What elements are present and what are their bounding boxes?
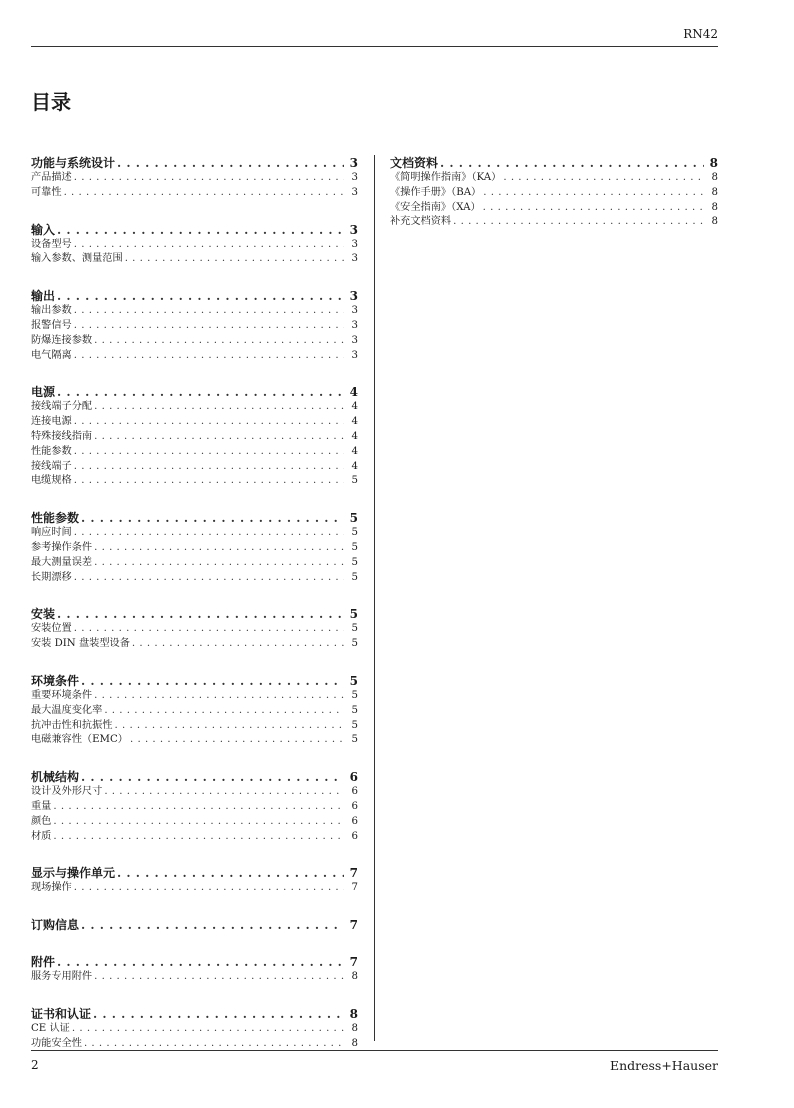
toc-entry-label: 防爆连接参数 <box>31 334 93 346</box>
toc-section <box>31 917 358 933</box>
dot-leader <box>91 1006 344 1022</box>
toc-page-number: 8 <box>351 1037 358 1049</box>
header-rule <box>31 46 718 47</box>
toc-page-number: 3 <box>351 305 358 317</box>
dot-leader <box>72 881 344 896</box>
dot-leader <box>501 171 704 186</box>
toc-entry[interactable] <box>31 571 358 586</box>
toc-page-number: 3 <box>351 238 358 250</box>
toc-section <box>31 1006 358 1052</box>
dot-leader <box>481 186 704 201</box>
toc-entry-label: CE 认证 <box>31 1022 70 1034</box>
toc-right-column <box>390 155 718 251</box>
toc-page-number: 3 <box>351 319 358 331</box>
toc-entry-label: 设备型号 <box>31 238 72 250</box>
toc-entry[interactable] <box>31 704 358 719</box>
toc-page-number: 5 <box>351 689 358 701</box>
toc-entry[interactable] <box>31 415 358 430</box>
toc-entry[interactable] <box>31 785 358 800</box>
toc-entry[interactable] <box>31 830 358 845</box>
toc-section-heading[interactable] <box>31 155 358 171</box>
toc-page-number: 3 <box>349 156 358 170</box>
toc-section-heading[interactable] <box>31 222 358 238</box>
toc-section-title: 环境条件 <box>31 673 80 688</box>
document-code: RN42 <box>683 27 718 41</box>
toc-entry-label: 产品描述 <box>31 172 72 183</box>
toc-entry[interactable] <box>31 541 358 556</box>
toc-page-number: 8 <box>711 186 718 198</box>
toc-entry-label: 补充文档资料 <box>390 216 452 228</box>
toc-entry[interactable] <box>31 815 358 830</box>
toc-page-number: 5 <box>351 719 358 731</box>
toc-section <box>31 769 358 844</box>
toc-page-number: 7 <box>351 882 358 894</box>
dot-leader <box>92 541 344 556</box>
dot-leader <box>55 384 344 400</box>
dot-leader <box>72 571 344 586</box>
toc-page-number: 8 <box>711 216 718 228</box>
toc-section-title: 订购信息 <box>31 918 80 933</box>
toc-section-title: 文档资料 <box>390 156 439 170</box>
toc-entry-label: 抗冲击性和抗振性 <box>31 719 113 731</box>
dot-leader <box>70 1022 344 1037</box>
toc-entry[interactable] <box>31 556 358 571</box>
dot-leader <box>451 215 704 230</box>
toc-page-number: 5 <box>351 638 358 650</box>
dot-leader <box>92 430 344 445</box>
toc-page-number: 3 <box>351 349 358 361</box>
toc-entry-label: 最大温度变化率 <box>31 704 103 716</box>
dot-leader <box>130 637 344 652</box>
toc-entry-label: 《安全指南》（XA） <box>390 201 481 213</box>
toc-entry-label: 电气隔离 <box>31 349 72 361</box>
dot-leader <box>102 704 344 719</box>
dot-leader <box>102 785 344 800</box>
dot-leader <box>481 201 704 216</box>
toc-section-heading[interactable] <box>390 155 718 171</box>
toc-entry-label: 电缆规格 <box>31 475 72 487</box>
dot-leader <box>72 171 344 186</box>
toc-entry[interactable] <box>31 445 358 460</box>
dot-leader <box>72 460 344 475</box>
toc-page-number: 3 <box>351 186 358 198</box>
toc-page-number: 7 <box>349 866 358 881</box>
toc-section-title: 机械结构 <box>31 770 80 785</box>
toc-entry[interactable] <box>31 334 358 349</box>
toc-section <box>31 673 358 748</box>
dot-leader <box>92 334 344 349</box>
toc-entry[interactable] <box>31 689 358 704</box>
toc-entry-label: 功能安全性 <box>31 1037 82 1049</box>
toc-entry-label: 材质 <box>31 830 52 842</box>
toc-page-number: 3 <box>351 253 358 265</box>
toc-section-title: 显示与操作单元 <box>31 866 116 881</box>
toc-entry[interactable] <box>390 171 718 186</box>
dot-leader <box>51 815 344 830</box>
toc-page-number: 5 <box>349 607 358 622</box>
toc-entry-label: 参考操作条件 <box>31 541 93 553</box>
dot-leader <box>92 689 344 704</box>
dot-leader <box>55 222 344 238</box>
dot-leader <box>51 830 344 845</box>
toc-page-number: 3 <box>351 172 358 183</box>
toc-section <box>31 288 358 363</box>
toc-section <box>31 865 358 896</box>
toc-page-number: 5 <box>351 571 358 583</box>
dot-leader <box>128 733 344 748</box>
toc-section-heading[interactable] <box>31 606 358 622</box>
toc-page-number: 5 <box>351 541 358 553</box>
column-divider <box>374 155 375 1041</box>
toc-section-title: 功能与系统设计 <box>31 156 116 170</box>
toc-entry[interactable] <box>31 171 358 186</box>
toc-entry[interactable] <box>31 526 358 541</box>
dot-leader <box>72 304 344 319</box>
toc-entry[interactable] <box>31 637 358 652</box>
toc-page-number: 6 <box>349 770 358 785</box>
page-number: 2 <box>31 1058 39 1072</box>
toc-page-number: 5 <box>351 734 358 746</box>
toc-section-title: 输出 <box>31 289 56 304</box>
toc-section <box>31 384 358 489</box>
toc-entry[interactable] <box>31 719 358 734</box>
toc-entry[interactable] <box>31 474 358 489</box>
dot-leader <box>113 719 345 734</box>
toc-section-heading[interactable] <box>31 954 358 970</box>
toc-entry[interactable] <box>31 400 358 415</box>
page-title: 目录 <box>31 90 71 114</box>
toc-page-number: 8 <box>351 971 358 983</box>
toc-entry[interactable] <box>31 800 358 815</box>
dot-leader <box>72 622 344 637</box>
toc-entry-label: 性能参数 <box>31 445 72 457</box>
toc-entry[interactable] <box>31 733 358 748</box>
toc-entry-label: 服务专用附件 <box>31 971 93 983</box>
toc-page-number: 7 <box>349 955 358 970</box>
dot-leader <box>115 155 344 171</box>
toc-entry[interactable] <box>31 881 358 896</box>
dot-leader <box>55 288 344 304</box>
toc-page-number: 5 <box>351 556 358 568</box>
toc-entry[interactable] <box>31 970 358 985</box>
toc-section <box>31 954 358 985</box>
toc-entry-label: 连接电源 <box>31 416 72 428</box>
toc-entry[interactable] <box>390 215 718 230</box>
dot-leader <box>55 606 344 622</box>
dot-leader <box>438 155 704 171</box>
toc-page-number: 6 <box>351 800 358 812</box>
toc-page-number: 4 <box>351 445 358 457</box>
dot-leader <box>72 415 344 430</box>
toc-page-number: 5 <box>351 475 358 487</box>
toc-page-number: 7 <box>349 918 358 933</box>
dot-leader <box>115 865 344 881</box>
toc-page-number: 5 <box>349 511 358 526</box>
toc-section <box>31 155 358 201</box>
toc-section-heading[interactable] <box>31 1006 358 1022</box>
toc-page-number: 8 <box>711 172 718 183</box>
toc-entry[interactable] <box>31 460 358 475</box>
toc-entry-label: 重要环境条件 <box>31 689 93 701</box>
toc-entry[interactable] <box>390 201 718 216</box>
footer-rule <box>31 1050 718 1051</box>
dot-leader <box>123 252 344 267</box>
toc-entry-label: 响应时间 <box>31 527 72 539</box>
toc-entry[interactable] <box>31 238 358 253</box>
toc-section-title: 附件 <box>31 955 56 970</box>
toc-page-number: 4 <box>349 385 358 400</box>
toc-entry-label: 现场操作 <box>31 882 72 894</box>
toc-section-title: 输入 <box>31 222 56 237</box>
toc-entry-label: 设计及外形尺寸 <box>31 786 103 798</box>
toc-page-number: 8 <box>711 201 718 213</box>
toc-section <box>390 155 718 230</box>
toc-section-heading[interactable] <box>31 384 358 400</box>
toc-section <box>31 606 358 652</box>
toc-left-column <box>31 155 358 1073</box>
dot-leader <box>55 954 344 970</box>
brand-name: Endress+Hauser <box>609 1058 718 1073</box>
toc-entry[interactable] <box>31 1022 358 1037</box>
toc-entry[interactable] <box>31 304 358 319</box>
toc-entry[interactable] <box>390 186 718 201</box>
toc-page-number: 4 <box>351 416 358 428</box>
toc-entry-label: 颜色 <box>31 815 52 827</box>
dot-leader <box>72 474 344 489</box>
toc-section-title: 证书和认证 <box>31 1006 92 1021</box>
toc-page-number: 6 <box>351 830 358 842</box>
toc-page-number: 4 <box>351 401 358 413</box>
toc-entry[interactable] <box>31 430 358 445</box>
toc-page-number: 3 <box>349 289 358 304</box>
toc-section-heading[interactable] <box>31 917 358 933</box>
toc-page-number: 5 <box>351 527 358 539</box>
toc-entry-label: 重量 <box>31 800 52 812</box>
toc-section-title: 安装 <box>31 607 56 622</box>
toc-entry-label: 长期漂移 <box>31 571 72 583</box>
dot-leader <box>92 970 344 985</box>
toc-entry-label: 接线端子分配 <box>31 401 93 413</box>
toc-page-number: 4 <box>351 460 358 472</box>
toc-page-number: 6 <box>351 786 358 798</box>
toc-entry-label: 特殊接线指南 <box>31 430 93 442</box>
toc-page-number: 8 <box>709 156 718 170</box>
toc-page-number: 5 <box>351 704 358 716</box>
dot-leader <box>72 445 344 460</box>
dot-leader <box>79 917 344 933</box>
toc-page-number: 4 <box>351 430 358 442</box>
toc-section-heading[interactable] <box>31 510 358 526</box>
toc-page-number: 6 <box>351 815 358 827</box>
toc-entry-label: 报警信号 <box>31 319 72 331</box>
dot-leader <box>79 510 344 526</box>
toc-page-number: 5 <box>351 623 358 635</box>
toc-section-title: 性能参数 <box>31 511 80 526</box>
toc-section-heading[interactable] <box>31 769 358 785</box>
dot-leader <box>79 673 344 689</box>
toc-page-number: 3 <box>351 334 358 346</box>
toc-page-number: 3 <box>349 222 358 237</box>
toc-section <box>31 510 358 585</box>
dot-leader <box>51 800 344 815</box>
toc-entry-label: 输出参数 <box>31 305 72 317</box>
toc-entry-label: 电磁兼容性（EMC） <box>31 734 128 746</box>
dot-leader <box>72 319 344 334</box>
dot-leader <box>62 186 344 201</box>
dot-leader <box>72 526 344 541</box>
toc-entry-label: 安装位置 <box>31 623 72 635</box>
toc-entry-label: 安装 DIN 盘装型设备 <box>31 638 130 650</box>
toc-entry[interactable] <box>31 622 358 637</box>
toc-entry[interactable] <box>31 252 358 267</box>
toc-entry-label: 最大测量误差 <box>31 556 93 568</box>
dot-leader <box>92 556 344 571</box>
toc-entry-label: 《简明操作指南》（KA） <box>390 172 502 183</box>
dot-leader <box>72 349 344 364</box>
dot-leader <box>92 400 344 415</box>
toc-entry[interactable] <box>31 186 358 201</box>
toc-section-heading[interactable] <box>31 865 358 881</box>
toc-page-number: 8 <box>349 1006 358 1021</box>
toc-section-title: 电源 <box>31 385 56 400</box>
toc-page-number: 5 <box>349 673 358 688</box>
toc-entry-label: 接线端子 <box>31 460 72 472</box>
toc-entry[interactable] <box>31 319 358 334</box>
toc-entry-label: 可靠性 <box>31 186 62 198</box>
toc-page-number: 8 <box>351 1022 358 1034</box>
dot-leader <box>79 769 344 785</box>
dot-leader <box>72 238 344 253</box>
toc-entry-label: 输入参数、测量范围 <box>31 253 123 265</box>
toc-section <box>31 222 358 268</box>
toc-entry[interactable] <box>31 349 358 364</box>
toc-section-heading[interactable] <box>31 673 358 689</box>
toc-section-heading[interactable] <box>31 288 358 304</box>
toc-entry-label: 《操作手册》（BA） <box>390 186 482 198</box>
